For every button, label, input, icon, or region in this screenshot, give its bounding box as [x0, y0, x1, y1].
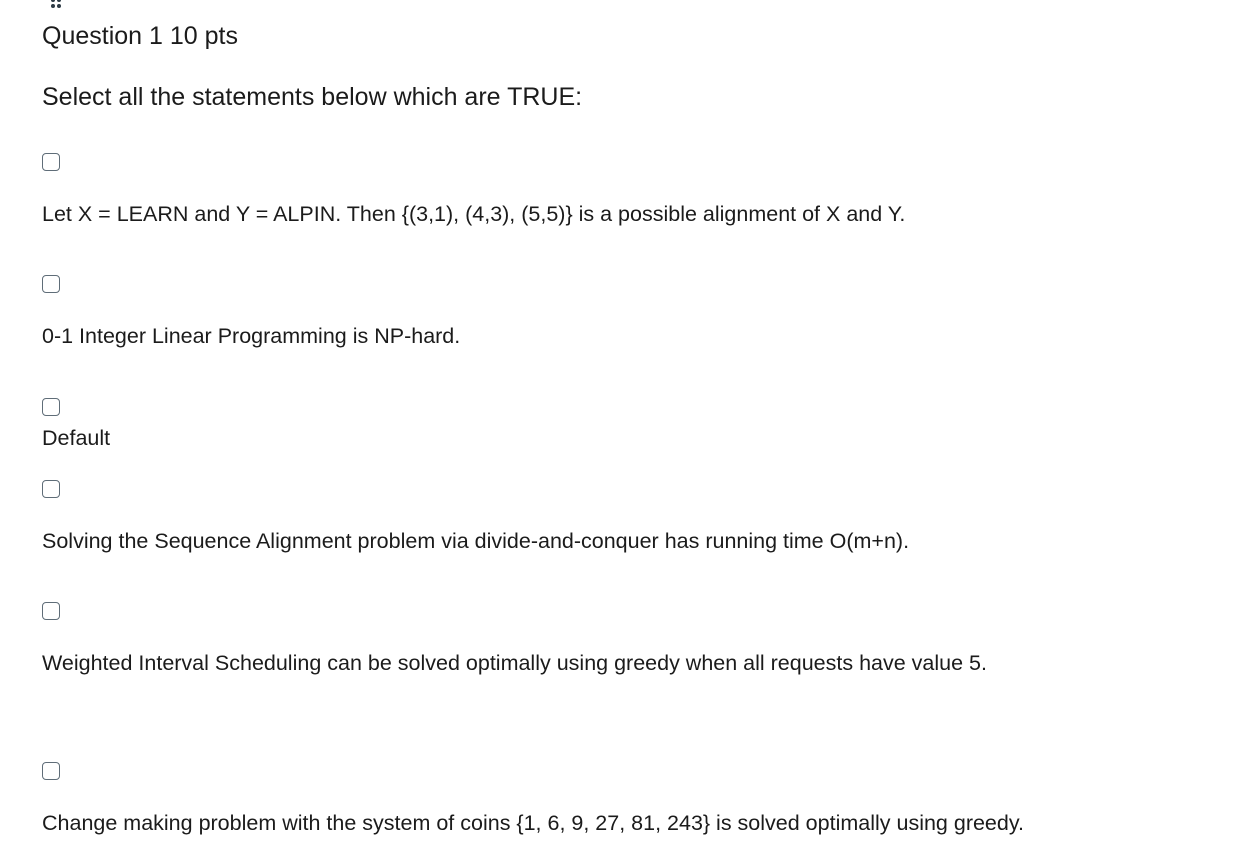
drag-handle-icon[interactable]: [50, 0, 62, 12]
question-title: Question 1 10 pts: [42, 22, 238, 50]
drag-handle-dot: [57, 4, 61, 8]
drag-handle-dot: [57, 0, 61, 2]
answer-3-text: Default: [42, 426, 111, 450]
answer-6-checkbox[interactable]: [42, 762, 60, 780]
answer-1-text: Let X = LEARN and Y = ALPIN. Then {(3,1), (4,3), (5,5)} is a possible alignment of X and Y.: [42, 202, 906, 226]
drag-handle-dot: [51, 4, 55, 8]
answer-6-text: Change making problem with the system of coins {1, 6, 9, 27, 81, 243} is solved optimally using greedy.: [42, 811, 1024, 835]
drag-handle-dot: [51, 0, 55, 2]
answer-4-text: Solving the Sequence Alignment problem via divide-and-conquer has running time O(m+n).: [42, 529, 910, 553]
answer-5-checkbox[interactable]: [42, 602, 60, 620]
answer-4-checkbox[interactable]: [42, 480, 60, 498]
answer-2-text: 0-1 Integer Linear Programming is NP-hard.: [42, 324, 461, 348]
answer-1-checkbox[interactable]: [42, 153, 60, 171]
answer-3-checkbox[interactable]: [42, 398, 60, 416]
answer-5-text: Weighted Interval Scheduling can be solved optimally using greedy when all requests have value 5.: [42, 651, 987, 675]
question-prompt: Select all the statements below which are TRUE:: [42, 83, 583, 111]
answer-2-checkbox[interactable]: [42, 275, 60, 293]
